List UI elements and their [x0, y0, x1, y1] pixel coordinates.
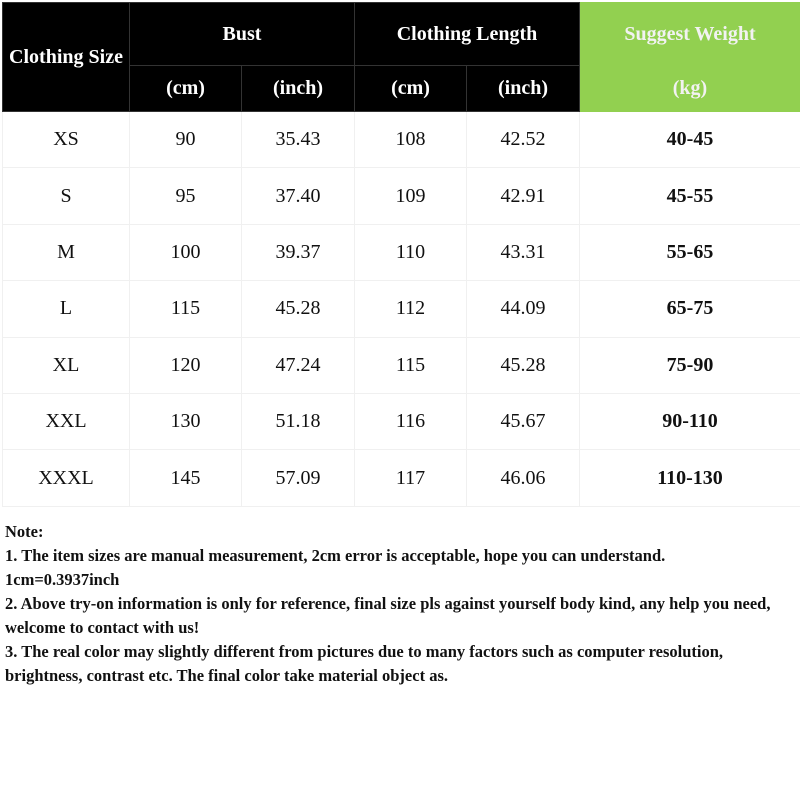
length-cm-cell: 115: [355, 337, 467, 393]
length-inch-cell: 42.52: [467, 112, 580, 168]
weight-cell: 110-130: [580, 450, 800, 506]
bust-cm-cell: 120: [130, 337, 242, 393]
bust-inch-cell: 45.28: [242, 281, 355, 337]
notes-title: Note:: [5, 522, 44, 541]
size-cell: M: [3, 224, 130, 280]
header-clothing-length: Clothing Length: [355, 3, 580, 66]
weight-cell: 45-55: [580, 168, 800, 224]
bust-cm-cell: 145: [130, 450, 242, 506]
table-row: [3, 337, 800, 393]
note-item-1: 1. The item sizes are manual measurement, 2cm error is acceptable, hope you can understand.: [5, 546, 666, 565]
header-length-cm: (cm): [355, 66, 467, 112]
length-cm-cell: 117: [355, 450, 467, 506]
length-cm-cell: 112: [355, 281, 467, 337]
bust-inch-cell: 39.37: [242, 224, 355, 280]
size-cell: XL: [3, 337, 130, 393]
length-cm-cell: 109: [355, 168, 467, 224]
bust-inch-cell: 51.18: [242, 393, 355, 449]
size-cell: XXXL: [3, 450, 130, 506]
bust-cm-cell: 115: [130, 281, 242, 337]
weight-cell: 55-65: [580, 224, 800, 280]
table-row: [3, 281, 800, 337]
length-inch-cell: 42.91: [467, 168, 580, 224]
header-length-inch: (inch): [467, 66, 580, 112]
length-inch-cell: 43.31: [467, 224, 580, 280]
notes-section: [5, 520, 795, 688]
note-item-3: 3. The real color may slightly different from pictures due to many factors such as computer resolution, brightness, contrast etc. The final color take material object as.: [5, 642, 724, 685]
size-cell: S: [3, 168, 130, 224]
weight-cell: 90-110: [580, 393, 800, 449]
bust-cm-cell: 100: [130, 224, 242, 280]
table-row: [3, 168, 800, 224]
bust-cm-cell: 95: [130, 168, 242, 224]
bust-inch-cell: 35.43: [242, 112, 355, 168]
header-bust-inch: (inch): [242, 66, 355, 112]
table-row: [3, 224, 800, 280]
header-weight-kg: (kg): [580, 66, 800, 112]
note-item-2: 2. Above try-on information is only for reference, final size pls against yourself body kind, any help you need, welcome to contact with us!: [5, 594, 771, 637]
length-inch-cell: 45.28: [467, 337, 580, 393]
weight-cell: 40-45: [580, 112, 800, 168]
bust-inch-cell: 37.40: [242, 168, 355, 224]
weight-cell: 65-75: [580, 281, 800, 337]
bust-inch-cell: 57.09: [242, 450, 355, 506]
table-row: [3, 112, 800, 168]
weight-cell: 75-90: [580, 337, 800, 393]
size-cell: XS: [3, 112, 130, 168]
length-inch-cell: 45.67: [467, 393, 580, 449]
length-inch-cell: 46.06: [467, 450, 580, 506]
table-row: [3, 450, 800, 506]
header-clothing-size: Clothing Size: [3, 3, 130, 112]
note-conversion: 1cm=0.3937inch: [5, 570, 120, 589]
header-bust-cm: (cm): [130, 66, 242, 112]
size-cell: L: [3, 281, 130, 337]
length-cm-cell: 116: [355, 393, 467, 449]
length-cm-cell: 110: [355, 224, 467, 280]
table-row: [3, 393, 800, 449]
header-bust: Bust: [130, 3, 355, 66]
bust-cm-cell: 90: [130, 112, 242, 168]
length-cm-cell: 108: [355, 112, 467, 168]
size-chart-table: [2, 2, 800, 507]
length-inch-cell: 44.09: [467, 281, 580, 337]
bust-inch-cell: 47.24: [242, 337, 355, 393]
bust-cm-cell: 130: [130, 393, 242, 449]
size-cell: XXL: [3, 393, 130, 449]
header-suggest-weight: Suggest Weight: [580, 3, 800, 66]
